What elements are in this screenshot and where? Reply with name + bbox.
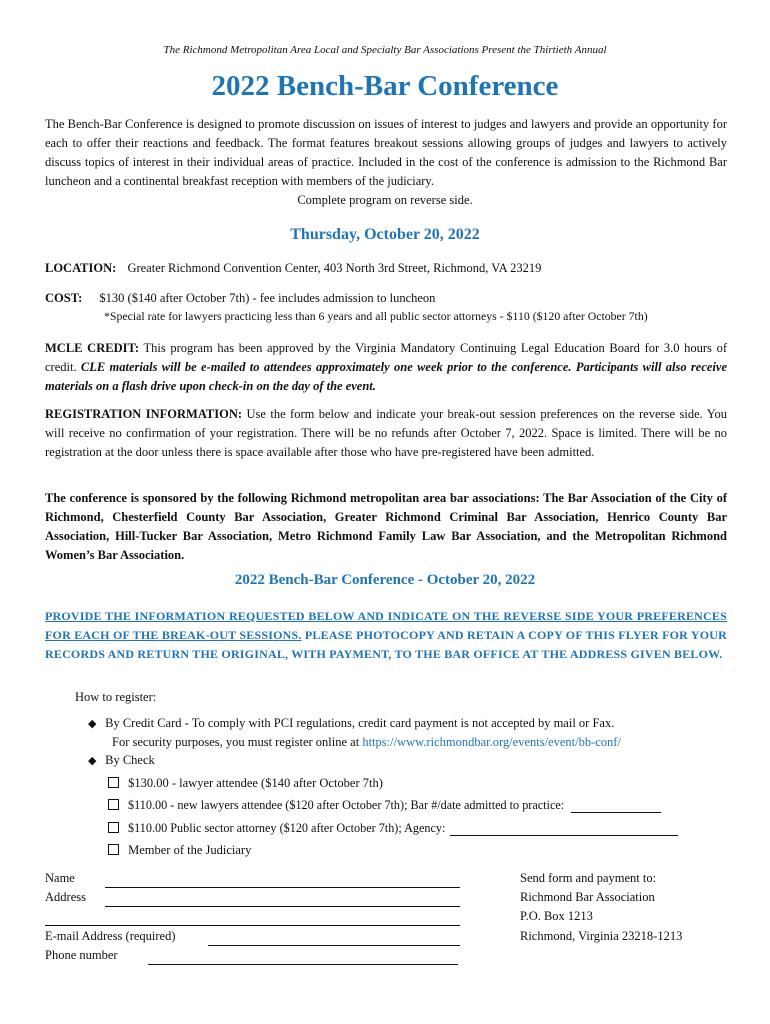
option-label: Member of the Judiciary [128, 843, 252, 857]
address-field-line2[interactable] [45, 912, 460, 926]
sponsors-paragraph: The conference is sponsored by the following Richmond metropolitan area bar associations: The Bar Association of the City of Richmond, Chesterfield County Bar Association, Greater Richmond Criminal Bar Association, Henrico County Bar Association, Hill-Tucker Bar Association, Metro Richmond Family Law Bar Association, and the Metropolitan Richmond Women’s Bar Association. [45, 491, 727, 562]
mail-to-line1: Send form and payment to: [520, 871, 657, 885]
check-option [88, 753, 155, 768]
checkbox-option-lawyer[interactable] [108, 776, 383, 791]
registration-paragraph [45, 405, 727, 462]
instructions-rest: PLEASE PHOTOCOPY AND RETAIN A COPY OF THIS FLYER FOR YOUR RECORDS AND RETURN THE ORIGINAL, WITH PAYMENT, TO THE BAR OFFICE AT THE ADDRESS GIVEN BELOW. [45, 628, 727, 661]
checkbox-option-new-lawyer[interactable] [108, 798, 661, 813]
credit-card-text: By Credit Card - To comply with PCI regulations, credit card payment is not accepted by mail or Fax. [105, 716, 615, 730]
credit-card-option [88, 716, 614, 731]
page-title: 2022 Bench-Bar Conference [211, 70, 559, 102]
mail-to-line2: Richmond Bar Association [520, 890, 655, 904]
mail-to-line3: P.O. Box 1213 [520, 909, 593, 923]
agency-field[interactable] [450, 822, 678, 836]
registration-link[interactable]: https://www.richmondbar.org/events/event/bb-conf/ [362, 735, 621, 749]
credit-card-text-2: For security purposes, you must register online at [112, 735, 360, 749]
cost-label: COST: [45, 291, 83, 305]
address-field[interactable] [105, 893, 460, 907]
location-row [45, 261, 541, 276]
registration-text: Use the form below and indicate your break-out session preferences on the reverse side. You will receive no confirmation of your registration. There will be no refunds after October 7, 2022. Space is limited. There will be no registration at the door unless there is space available after those who have pre-registered have been admitted. [45, 407, 728, 459]
credit-card-line2 [112, 735, 621, 750]
mcle-label: MCLE CREDIT: [45, 341, 140, 355]
option-label: $110.00 - new lawyers attendee ($120 after October 7th); Bar #/date admitted to practice: [128, 798, 565, 812]
checkbox-option-public-sector[interactable] [108, 821, 678, 836]
email-field[interactable] [208, 932, 460, 946]
mail-to-line4: Richmond, Virginia 23218-1213 [520, 929, 683, 943]
address-label: Address [45, 890, 86, 904]
cost-special: *Special rate for lawyers practicing less than 6 years and all public sector attorneys - $110 ($120 after October 7th) [104, 309, 648, 323]
mcle-emphasis: CLE materials will be e-mailed to attendees approximately one week prior to the conference. Participants will also receive materials on a flash drive upon check-in on the day of the event. [45, 360, 727, 393]
checkbox-option-judiciary[interactable] [108, 843, 251, 858]
name-field[interactable] [105, 874, 460, 888]
date-heading: Thursday, October 20, 2022 [290, 226, 480, 243]
phone-label: Phone number [45, 948, 118, 962]
checkbox-icon[interactable] [108, 799, 119, 810]
email-label: E-mail Address (required) [45, 929, 176, 943]
intro-line: The Richmond Metropolitan Area Local and Specialty Bar Associations Present the Thirtieth Annual [163, 44, 607, 56]
bar-number-field[interactable] [571, 799, 661, 813]
reverse-note: Complete program on reverse side. [297, 193, 473, 207]
location-value: Greater Richmond Convention Center, 403 North 3rd Street, Richmond, VA 23219 [127, 261, 542, 275]
checkbox-icon[interactable] [108, 777, 119, 788]
phone-field[interactable] [148, 951, 458, 965]
option-label: $130.00 - lawyer attendee ($140 after October 7th) [128, 776, 383, 790]
howto-label: How to register: [75, 690, 157, 704]
location-label: LOCATION: [45, 261, 117, 275]
mcle-text: This program has been approved by the Virginia Mandatory Continuing Legal Education Board for 3.0 hours of credit. [45, 341, 727, 374]
diamond-bullet-icon: ◆ [88, 718, 97, 730]
diamond-bullet-icon: ◆ [88, 755, 97, 767]
registration-label: REGISTRATION INFORMATION: [45, 407, 243, 421]
instructions-notice [45, 607, 727, 664]
checkbox-icon[interactable] [108, 844, 119, 855]
instructions-underlined: PROVIDE THE INFORMATION REQUESTED BELOW AND INDICATE ON THE REVERSE SIDE YOUR PREFERENCES FOR EACH OF THE BREAK-OUT SESSIONS. [45, 609, 727, 642]
option-label: $110.00 Public sector attorney ($120 after October 7th); Agency: [128, 821, 446, 835]
cost-row [45, 291, 435, 306]
form-heading: 2022 Bench-Bar Conference - October 20, 2022 [234, 572, 536, 588]
cost-value: $130 ($140 after October 7th) - fee includes admission to luncheon [99, 291, 436, 305]
check-text: By Check [105, 753, 155, 767]
checkbox-icon[interactable] [108, 822, 119, 833]
description-paragraph: The Bench-Bar Conference is designed to promote discussion on issues of interest to judges and lawyers and provide an opportunity for each to offer their reactions and feedback. The format features breakout sessions allowing groups of judges and lawyers to actively discuss topics of interest in their individual areas of practice. Included in the cost of the conference is admission to the Richmond Bar luncheon and a continental breakfast reception with members of the judiciary. [45, 117, 727, 188]
name-label: Name [45, 871, 75, 885]
mcle-paragraph [45, 339, 727, 396]
